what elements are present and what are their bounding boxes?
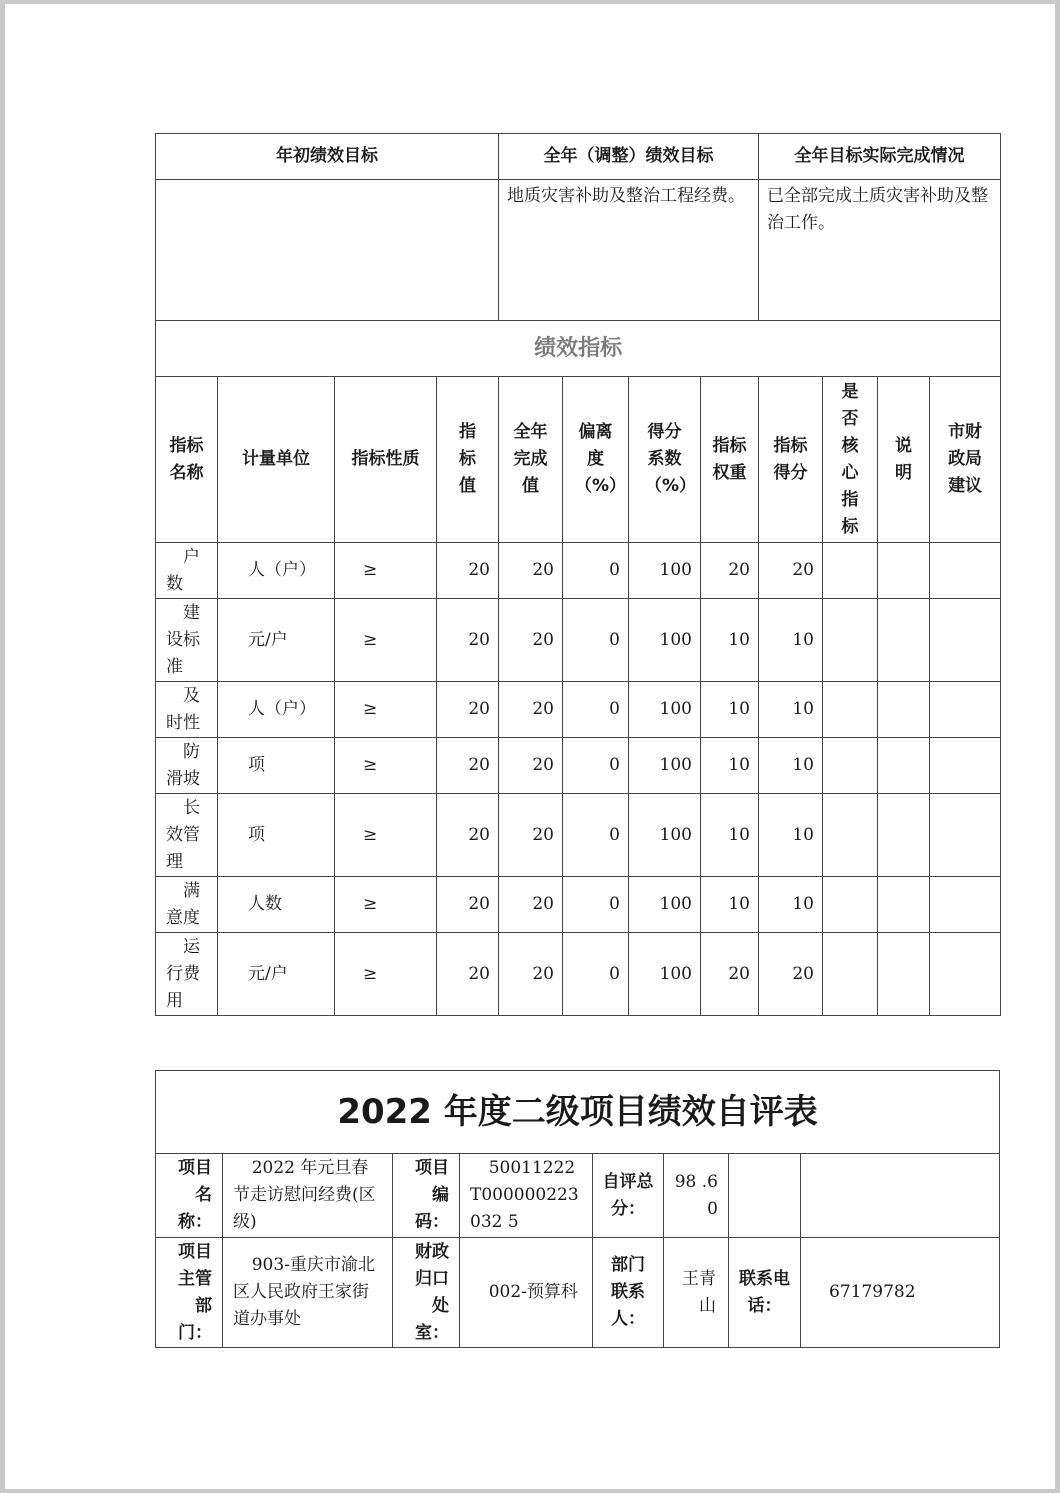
indicator-weight: 10 <box>701 877 759 933</box>
indicators-table <box>155 320 1001 1016</box>
indicator-nature: ≥ <box>335 543 437 599</box>
indicator-deviation: 0 <box>563 599 629 682</box>
indicator-completed: 20 <box>499 682 563 738</box>
indicator-advice <box>930 738 1001 794</box>
header-deviation: 偏离度（%） <box>563 377 629 543</box>
indicators-title: 绩效指标 <box>156 321 1001 377</box>
indicator-weight: 10 <box>701 794 759 877</box>
indicator-coefficient: 100 <box>629 794 701 877</box>
indicator-unit: 人（户） <box>218 543 335 599</box>
indicator-completed: 20 <box>499 738 563 794</box>
indicator-name: 运行费用 <box>156 933 218 1016</box>
indicator-nature: ≥ <box>335 738 437 794</box>
indicator-unit: 元/户 <box>218 933 335 1016</box>
phone-label: 联系电话： <box>729 1238 801 1348</box>
indicator-completed: 20 <box>499 599 563 682</box>
indicator-core <box>823 933 878 1016</box>
indicator-weight: 10 <box>701 738 759 794</box>
indicator-nature: ≥ <box>335 794 437 877</box>
finance-office-label: 财政归口处室： <box>393 1238 460 1348</box>
indicator-value: 20 <box>437 933 499 1016</box>
indicator-coefficient: 100 <box>629 877 701 933</box>
indicator-completed: 20 <box>499 877 563 933</box>
indicator-score: 20 <box>759 933 823 1016</box>
indicator-weight: 20 <box>701 933 759 1016</box>
contact-value: 王青山 <box>664 1238 729 1348</box>
indicator-nature: ≥ <box>335 599 437 682</box>
self-score-label: 自评总分： <box>593 1154 664 1238</box>
indicator-value: 20 <box>437 599 499 682</box>
indicator-completed: 20 <box>499 543 563 599</box>
indicator-deviation: 0 <box>563 543 629 599</box>
project-code-value: 50011222T000000223032 5 <box>460 1154 593 1238</box>
indicator-note <box>878 543 930 599</box>
adjusted-goal-header: 全年（调整）绩效目标 <box>499 134 759 180</box>
indicator-name: 满意度 <box>156 877 218 933</box>
indicator-weight: 20 <box>701 543 759 599</box>
table-row <box>156 738 1001 794</box>
actual-completion-cell: 已全部完成土质灾害补助及整治工作。 <box>759 180 1001 321</box>
header-coefficient: 得分系数（%） <box>629 377 701 543</box>
indicator-note <box>878 794 930 877</box>
indicator-deviation: 0 <box>563 933 629 1016</box>
indicator-score: 10 <box>759 877 823 933</box>
finance-office-value: 002-预算科 <box>460 1238 593 1348</box>
header-value: 指标值 <box>437 377 499 543</box>
indicator-coefficient: 100 <box>629 682 701 738</box>
adjusted-goal-cell: 地质灾害补助及整治工程经费。 <box>499 180 759 321</box>
header-weight: 指标权重 <box>701 377 759 543</box>
indicator-completed: 20 <box>499 794 563 877</box>
indicator-nature: ≥ <box>335 877 437 933</box>
self-evaluation-form <box>155 1070 1000 1348</box>
initial-goal-header: 年初绩效目标 <box>156 134 499 180</box>
project-name-label: 项目名称： <box>156 1154 223 1238</box>
indicator-advice <box>930 543 1001 599</box>
document-page <box>5 4 1055 1489</box>
indicator-score: 20 <box>759 543 823 599</box>
indicator-name: 长效管理 <box>156 794 218 877</box>
header-core: 是否核心指标 <box>823 377 878 543</box>
indicator-value: 20 <box>437 682 499 738</box>
indicator-advice <box>930 794 1001 877</box>
indicator-unit: 项 <box>218 738 335 794</box>
indicator-value: 20 <box>437 877 499 933</box>
indicator-coefficient: 100 <box>629 738 701 794</box>
contact-label: 部门联系人： <box>593 1238 664 1348</box>
indicator-value: 20 <box>437 794 499 877</box>
indicator-deviation: 0 <box>563 794 629 877</box>
indicator-advice <box>930 877 1001 933</box>
header-advice: 市财政局建议 <box>930 377 1001 543</box>
indicator-name: 户数 <box>156 543 218 599</box>
table-row <box>156 599 1001 682</box>
indicator-coefficient: 100 <box>629 933 701 1016</box>
indicator-name: 及时性 <box>156 682 218 738</box>
table-row <box>156 794 1001 877</box>
header-note: 说明 <box>878 377 930 543</box>
initial-goal-cell <box>156 180 499 321</box>
phone-value: 67179782 <box>801 1238 1000 1348</box>
project-name-value: 2022 年元旦春节走访慰问经费(区级) <box>223 1154 393 1238</box>
table-row <box>156 543 1001 599</box>
indicator-unit: 项 <box>218 794 335 877</box>
indicator-score: 10 <box>759 738 823 794</box>
indicator-score: 10 <box>759 599 823 682</box>
header-indicator-name: 指标名称 <box>156 377 218 543</box>
indicator-advice <box>930 933 1001 1016</box>
indicator-core <box>823 682 878 738</box>
header-score: 指标得分 <box>759 377 823 543</box>
indicator-nature: ≥ <box>335 933 437 1016</box>
indicator-core <box>823 877 878 933</box>
dept-value: 903-重庆市渝北区人民政府王家街道办事处 <box>223 1238 393 1348</box>
indicator-name: 防滑坡 <box>156 738 218 794</box>
indicator-core <box>823 543 878 599</box>
indicator-advice <box>930 682 1001 738</box>
indicator-weight: 10 <box>701 682 759 738</box>
indicator-score: 10 <box>759 794 823 877</box>
project-code-label: 项目编码： <box>393 1154 460 1238</box>
indicator-completed: 20 <box>499 933 563 1016</box>
empty-cell <box>729 1154 801 1238</box>
indicator-value: 20 <box>437 738 499 794</box>
table-row <box>156 682 1001 738</box>
dept-label: 项目主管部门： <box>156 1238 223 1348</box>
indicator-deviation: 0 <box>563 738 629 794</box>
actual-completion-header: 全年目标实际完成情况 <box>759 134 1001 180</box>
empty-cell <box>801 1154 1000 1238</box>
indicator-score: 10 <box>759 682 823 738</box>
indicator-coefficient: 100 <box>629 543 701 599</box>
indicator-unit: 元/户 <box>218 599 335 682</box>
indicator-deviation: 0 <box>563 682 629 738</box>
indicator-note <box>878 738 930 794</box>
header-completed: 全年完成值 <box>499 377 563 543</box>
form-title: 2022 年度二级项目绩效自评表 <box>156 1071 1000 1154</box>
table-row <box>156 933 1001 1016</box>
indicator-nature: ≥ <box>335 682 437 738</box>
indicator-name: 建设标准 <box>156 599 218 682</box>
indicator-value: 20 <box>437 543 499 599</box>
indicator-coefficient: 100 <box>629 599 701 682</box>
header-nature: 指标性质 <box>335 377 437 543</box>
indicator-weight: 10 <box>701 599 759 682</box>
indicator-note <box>878 933 930 1016</box>
indicator-core <box>823 599 878 682</box>
goals-table <box>155 133 1001 321</box>
indicator-core <box>823 794 878 877</box>
header-unit: 计量单位 <box>218 377 335 543</box>
indicator-unit: 人（户） <box>218 682 335 738</box>
indicator-deviation: 0 <box>563 877 629 933</box>
indicator-note <box>878 877 930 933</box>
indicator-advice <box>930 599 1001 682</box>
self-score-value: 98 .60 <box>664 1154 729 1238</box>
indicator-note <box>878 682 930 738</box>
indicator-core <box>823 738 878 794</box>
indicator-note <box>878 599 930 682</box>
table-row <box>156 877 1001 933</box>
indicator-unit: 人数 <box>218 877 335 933</box>
